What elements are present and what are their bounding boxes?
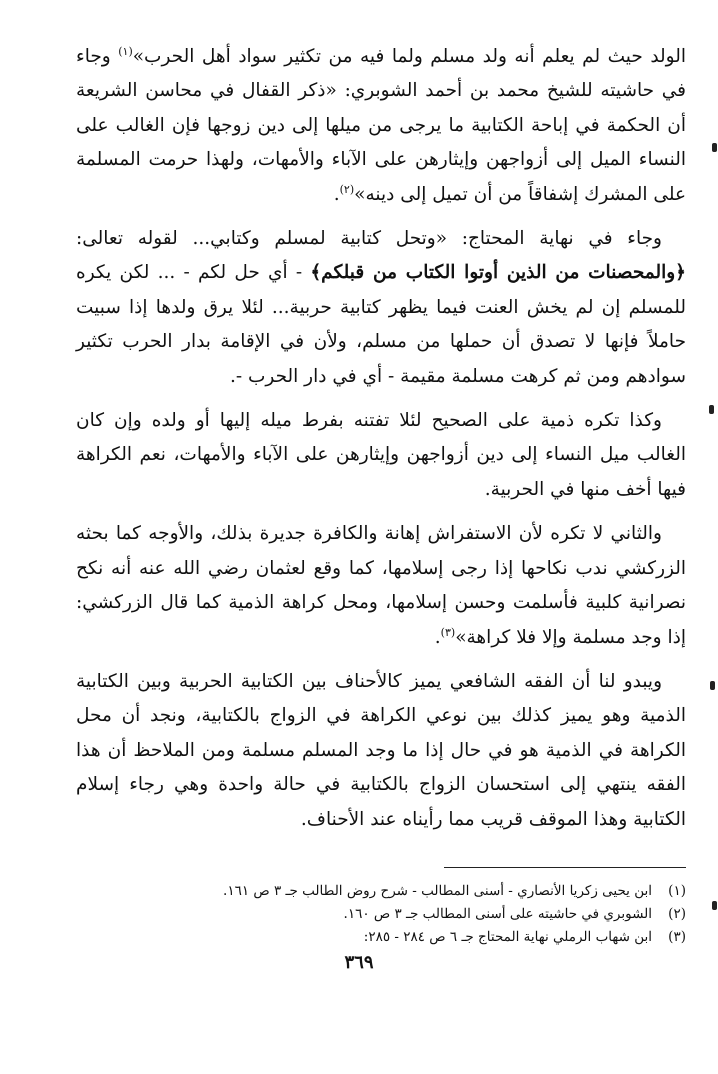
paragraph-3-text: وكذا تكره ذمية على الصحيح لئلا تفتنه بفرط ميله إليها أو ولده وإن كان الغالب ميل النساء إلى دين أزواجهن وإيثارهن على الآباء والأمهات، نعم الكراهة فيها أخف منها في الحربية. [76,410,686,500]
paragraph-2-text: وجاء في نهاية المحتاج: «وتحل كتابية لمسلم وكتابي... لقوله تعالى: [76,228,662,250]
paragraph-1-text-cont: وجاء في حاشيته للشيخ محمد بن أحمد الشوبري: «ذكر القفال في محاسن الشريعة أن الحكمة في إباحة الكتابية ما يرجى من ميلها إلى دين زوجها فإن الغالب على النساء الميل إلى أزواجهن وإيثارهن على الآباء والأمهات، ولهذا حرمت المسلمة على المشرك إشفاقاً من أن تميل إلى دينه» [76,46,686,205]
footnote-2 [76,903,686,926]
page-number: ٣٦٩ [344,952,374,973]
paragraph-1-text: الولد حيث لم يعلم أنه ولد مسلم ولما فيه من تكثير سواد أهل الحرب» [132,46,686,67]
page-body [76,40,686,847]
footnote-number: (١) [668,883,686,899]
footnote-ref-2: (٢) [339,182,355,196]
paragraph-4 [76,517,686,655]
scan-margin-mark [712,143,717,152]
footnote-text: ابن يحيى زكريا الأنصاري - أسنى المطالب - شرح روض الطالب جـ ٣ ص ١٦١. [223,883,652,899]
footnote-ref-3: (٣) [440,625,456,639]
footnote-number: (٢) [668,906,686,922]
scan-margin-mark [712,901,717,910]
paragraph-1-end: . [333,183,340,205]
footnote-text: ابن شهاب الرملي نهاية المحتاج جـ ٦ ص ٢٨٤ - ٢٨٥: [363,929,652,945]
footnote-number: (٣) [668,929,686,945]
paragraph-3 [76,404,686,507]
footnote-3 [76,926,686,949]
footnote-ref-1: (١) [118,44,133,58]
paragraph-5-text: ويبدو لنا أن الفقه الشافعي يميز كالأحناف بين الكتابية الحربية وبين الكتابية الذمية وهو يميز كذلك بين نوعي الكراهة في الزواج بالكتابية، ونجد أن محل الكراهة في الذمية هو في حال إذا ما وجد المسلم مسلمة ومن الملاحظ أن هذا الفقه ينتهي إلى استحسان الزواج بالكتابية في حالة واحدة وهي رجاء إسلام الكتابية وهذا الموقف قريب مما رأيناه عند الأحناف. [76,670,686,830]
footnote-divider [444,867,686,868]
paragraph-4-text: والثاني لا تكره لأن الاستفراش إهانة والكافرة جديرة بذلك، والأوجه كما بحثه الزركشي ندب نكاحها إذا رجى إسلامها، كما وقع لعثمان رضي الله عنه أنه نكح نصرانية كلبية فأسلمت وحسن إسلامها، ومحل كراهة الذمية كما قال الزركشي: إذا وجد مسلمة وإلا فلا كراهة» [76,523,686,648]
footnotes [76,880,686,949]
footnote-text: الشوبري في حاشيته على أسنى المطالب جـ ٣ ص ١٦٠. [343,906,652,922]
paragraph-5 [76,665,686,837]
quran-verse: ﴿والمحصنات من الذين أوتوا الكتاب من قبلكم﴾ [310,262,687,284]
footnote-1 [76,880,686,903]
paragraph-2-text-cont: - أي حل لكم - ... لكن يكره للمسلم إن لم يخش العنت فيما يظهر كتابية حربية... لئلا يرق ولدها إذا سبيت حاملاً فإنها لا تصدق أن حملها من مسلم، ولأن في الإقامة بدار الحرب تكثير سوادهم ومن ثم كرهت مسلمة مقيمة - أي في دار الحرب -. [76,262,686,387]
scan-margin-mark [710,681,715,690]
paragraph-2 [76,222,686,394]
paragraph-4-end: . [434,626,441,648]
scan-margin-mark [709,405,714,414]
paragraph-1 [76,40,686,212]
